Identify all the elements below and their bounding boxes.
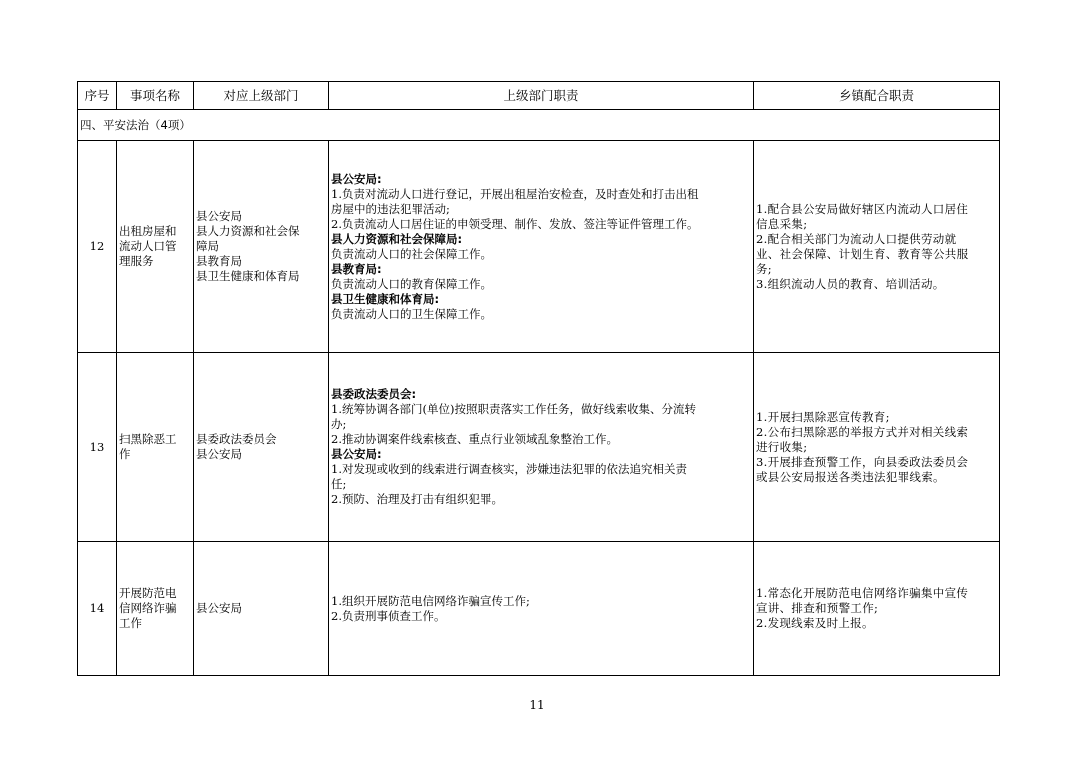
duty-dept-name: 县公安局: bbox=[331, 171, 382, 186]
duty-line: 2.负责流动人口居住证的申领受理、制作、发放、签注等证件管理工作。 bbox=[331, 216, 699, 231]
duty-line: 1.组织开展防范电信网络诈骗宣传工作; bbox=[331, 593, 530, 608]
duty-line: 1.对发现或收到的线索进行调查核实，涉嫌违法犯罪的依法追究相关责 bbox=[331, 462, 687, 476]
duty-line: 房屋中的违法犯罪活动; bbox=[331, 201, 450, 216]
duty-line: 负责流动人口的社会保障工作。 bbox=[331, 246, 492, 261]
duty-dept-name: 县公安局: bbox=[331, 447, 382, 461]
header-no: 序号 bbox=[78, 82, 117, 110]
duty-line: 2.推动协调案件线索核查、重点行业领域乱象整治工作。 bbox=[331, 432, 618, 446]
header-item-name: 事项名称 bbox=[117, 82, 194, 110]
dept-duties bbox=[329, 542, 754, 676]
local-duties: 1.常态化开展防范电信网络诈骗集中宣传 宣讲、排查和预警工作; 2.发现线索及时上报。 bbox=[754, 542, 1000, 676]
duty-line: 负责流动人口的卫生保障工作。 bbox=[331, 306, 492, 321]
duty-line: 1.负责对流动人口进行登记，开展出租屋治安检查，及时查处和打击出租 bbox=[331, 186, 699, 201]
table-header-row bbox=[78, 82, 1000, 110]
item-name: 扫黑除恶工 作 bbox=[117, 353, 194, 542]
header-dept: 对应上级部门 bbox=[194, 82, 329, 110]
local-duties: 1.配合县公安局做好辖区内流动人口居住 信息采集; 2.配合相关部门为流动人口提供劳动就 业、社会保障、计划生育、教育等公共服 务; 3.组织流动人员的教育、培训活动。 bbox=[754, 141, 1000, 353]
row-number: 12 bbox=[78, 141, 117, 353]
dept-duties bbox=[329, 141, 754, 353]
duty-line: 任; bbox=[331, 477, 347, 491]
row-number: 14 bbox=[78, 542, 117, 676]
duty-line: 1.统筹协调各部门(单位)按照职责落实工作任务，做好线索收集、分流转 bbox=[331, 402, 696, 416]
duty-dept-name: 县人力资源和社会保障局: bbox=[331, 231, 463, 246]
section-title: 四、平安法治（4项） bbox=[78, 110, 1000, 141]
page-number: 11 bbox=[529, 698, 545, 712]
item-name: 开展防范电 信网络诈骗 工作 bbox=[117, 542, 194, 676]
duty-line: 2.预防、治理及打击有组织犯罪。 bbox=[331, 492, 503, 506]
header-local-duties: 乡镇配合职责 bbox=[754, 82, 1000, 110]
table-row bbox=[78, 542, 1000, 676]
row-number: 13 bbox=[78, 353, 117, 542]
section-row bbox=[78, 110, 1000, 141]
duty-line: 2.负责刑事侦查工作。 bbox=[331, 608, 446, 623]
table-row bbox=[78, 141, 1000, 353]
duty-dept-name: 县委政法委员会: bbox=[331, 387, 417, 401]
duty-line: 办; bbox=[331, 417, 347, 431]
dept-list: 县公安局 bbox=[194, 542, 329, 676]
item-name: 出租房屋和 流动人口管 理服务 bbox=[117, 141, 194, 353]
dept-list: 县委政法委员会 县公安局 bbox=[194, 353, 329, 542]
table-row bbox=[78, 353, 1000, 542]
dept-list: 县公安局 县人力资源和社会保 障局 县教育局 县卫生健康和体育局 bbox=[194, 141, 329, 353]
responsibility-table bbox=[77, 81, 1000, 676]
local-duties: 1.开展扫黑除恶宣传教育; 2.公布扫黑除恶的举报方式并对相关线索 进行收集; 3.开展排查预警工作，向县委政法委员会 或县公安局报送各类违法犯罪线索。 bbox=[754, 353, 1000, 542]
header-dept-duties: 上级部门职责 bbox=[329, 82, 754, 110]
dept-duties bbox=[329, 353, 754, 542]
duty-line: 负责流动人口的教育保障工作。 bbox=[331, 276, 492, 291]
duty-dept-name: 县卫生健康和体育局: bbox=[331, 291, 440, 306]
duty-dept-name: 县教育局: bbox=[331, 261, 382, 276]
